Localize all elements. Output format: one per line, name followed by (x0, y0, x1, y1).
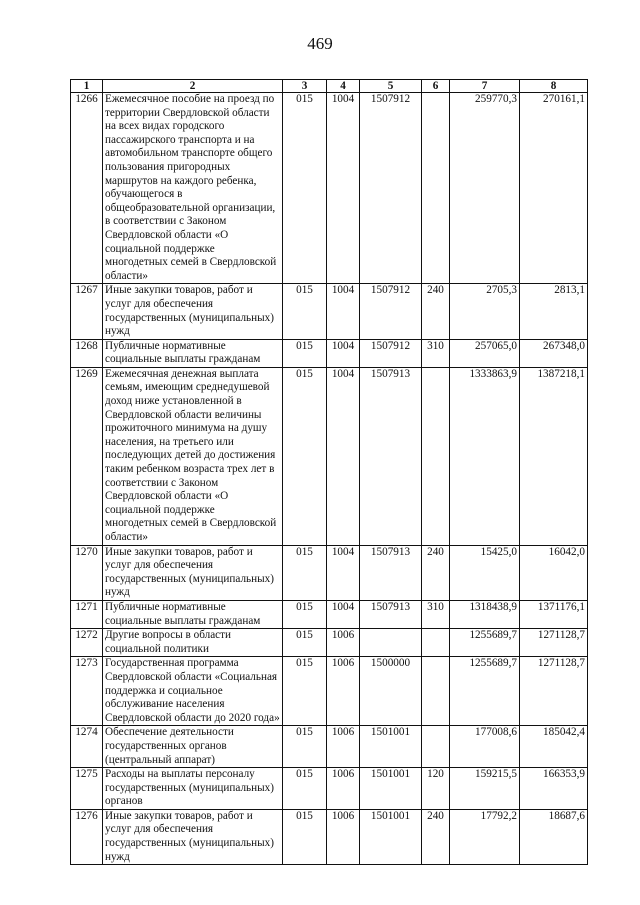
row-section-code: 1004 (327, 367, 360, 545)
table-row (71, 629, 588, 657)
row-target-code: 1501001 (360, 768, 422, 810)
row-admin-code: 015 (283, 93, 327, 284)
row-expense-type: 240 (422, 284, 450, 339)
row-expense-type: 310 (422, 339, 450, 367)
row-admin-code: 015 (283, 657, 327, 726)
row-section-code: 1006 (327, 768, 360, 810)
header-cell: 3 (283, 80, 327, 93)
row-section-code: 1004 (327, 284, 360, 339)
row-description: Государственная программа Свердловской области «Социальная поддержка и социальное обслуживание населения Свердловской области до 2020 года» (103, 657, 283, 726)
row-admin-code: 015 (283, 629, 327, 657)
table-row (71, 545, 588, 600)
table-row (71, 367, 588, 545)
row-target-code: 1507913 (360, 600, 422, 628)
row-section-code: 1006 (327, 809, 360, 864)
header-cell: 6 (422, 80, 450, 93)
page-number: 469 (307, 34, 333, 53)
row-number: 1275 (71, 768, 103, 810)
row-number: 1267 (71, 284, 103, 339)
row-admin-code: 015 (283, 726, 327, 768)
row-number: 1266 (71, 93, 103, 284)
row-amount-col7: 1318438,9 (450, 600, 520, 628)
row-target-code: 1507912 (360, 93, 422, 284)
budget-table (70, 79, 588, 865)
row-expense-type: 240 (422, 809, 450, 864)
row-target-code: 1507912 (360, 339, 422, 367)
row-section-code: 1004 (327, 600, 360, 628)
row-description: Расходы на выплаты персоналу государственных (муниципальных) органов (103, 768, 283, 810)
row-amount-col8: 267348,0 (520, 339, 588, 367)
row-target-code: 1507913 (360, 545, 422, 600)
row-number: 1270 (71, 545, 103, 600)
table-row (71, 768, 588, 810)
row-admin-code: 015 (283, 768, 327, 810)
row-description: Публичные нормативные социальные выплаты гражданам (103, 600, 283, 628)
header-cell: 1 (71, 80, 103, 93)
row-number: 1276 (71, 809, 103, 864)
row-amount-col8: 270161,1 (520, 93, 588, 284)
row-admin-code: 015 (283, 809, 327, 864)
row-admin-code: 015 (283, 545, 327, 600)
row-description: Иные закупки товаров, работ и услуг для обеспечения государственных (муниципальных) нужд (103, 809, 283, 864)
row-amount-col7: 257065,0 (450, 339, 520, 367)
row-target-code: 1507912 (360, 284, 422, 339)
row-number: 1274 (71, 726, 103, 768)
row-section-code: 1004 (327, 339, 360, 367)
row-amount-col8: 1271128,7 (520, 629, 588, 657)
row-number: 1269 (71, 367, 103, 545)
row-amount-col7: 1333863,9 (450, 367, 520, 545)
table-row (71, 284, 588, 339)
row-amount-col8: 16042,0 (520, 545, 588, 600)
table-row (71, 657, 588, 726)
row-admin-code: 015 (283, 367, 327, 545)
row-amount-col8: 166353,9 (520, 768, 588, 810)
row-amount-col7: 15425,0 (450, 545, 520, 600)
row-number: 1271 (71, 600, 103, 628)
row-expense-type (422, 629, 450, 657)
row-amount-col8: 185042,4 (520, 726, 588, 768)
row-admin-code: 015 (283, 600, 327, 628)
row-section-code: 1006 (327, 726, 360, 768)
row-target-code: 1501001 (360, 809, 422, 864)
header-row (71, 80, 588, 93)
row-target-code: 1507913 (360, 367, 422, 545)
table-row (71, 339, 588, 367)
row-amount-col8: 1387218,1 (520, 367, 588, 545)
table-row (71, 726, 588, 768)
row-description: Публичные нормативные социальные выплаты гражданам (103, 339, 283, 367)
row-description: Иные закупки товаров, работ и услуг для обеспечения государственных (муниципальных) нужд (103, 545, 283, 600)
row-admin-code: 015 (283, 284, 327, 339)
row-number: 1268 (71, 339, 103, 367)
row-number: 1273 (71, 657, 103, 726)
row-target-code (360, 629, 422, 657)
row-expense-type (422, 93, 450, 284)
table-row (71, 809, 588, 864)
row-admin-code: 015 (283, 339, 327, 367)
row-description: Иные закупки товаров, работ и услуг для обеспечения государственных (муниципальных) нужд (103, 284, 283, 339)
row-expense-type (422, 367, 450, 545)
row-description: Обеспечение деятельности государственных органов (центральный аппарат) (103, 726, 283, 768)
table-row (71, 93, 588, 284)
row-amount-col7: 2705,3 (450, 284, 520, 339)
row-amount-col8: 1271128,7 (520, 657, 588, 726)
row-amount-col7: 259770,3 (450, 93, 520, 284)
row-target-code: 1500000 (360, 657, 422, 726)
row-section-code: 1006 (327, 657, 360, 726)
row-amount-col7: 1255689,7 (450, 629, 520, 657)
row-expense-type (422, 657, 450, 726)
header-cell: 7 (450, 80, 520, 93)
row-amount-col7: 159215,5 (450, 768, 520, 810)
header-cell: 5 (360, 80, 422, 93)
row-expense-type: 120 (422, 768, 450, 810)
header-cell: 4 (327, 80, 360, 93)
row-amount-col7: 1255689,7 (450, 657, 520, 726)
row-section-code: 1004 (327, 93, 360, 284)
row-description: Другие вопросы в области социальной политики (103, 629, 283, 657)
header-cell: 2 (103, 80, 283, 93)
row-description: Ежемесячная денежная выплата семьям, имеющим среднедушевой доход ниже установленной в Свердловской области величины прожиточного минимума на душу населения, на третьего или последующих детей до достижения таким ребенком возраста трех лет в соответствии с Законом Свердловской области «О социальной поддержке многодетных семей в Свердловской области» (103, 367, 283, 545)
row-expense-type (422, 726, 450, 768)
row-section-code: 1006 (327, 629, 360, 657)
row-number: 1272 (71, 629, 103, 657)
row-amount-col7: 17792,2 (450, 809, 520, 864)
row-expense-type: 240 (422, 545, 450, 600)
row-target-code: 1501001 (360, 726, 422, 768)
table-row (71, 600, 588, 628)
row-amount-col8: 1371176,1 (520, 600, 588, 628)
row-section-code: 1004 (327, 545, 360, 600)
row-expense-type: 310 (422, 600, 450, 628)
row-description: Ежемесячное пособие на проезд по территории Свердловской области на всех видах городского пассажирского транспорта и на автомобильном транспорте общего пользования пригородных маршрутов на каждого ребенка, обучающегося в общеобразовательной организации, в соответствии с Законом Свердловской области «О социальной поддержке многодетных семей в Свердловской области» (103, 93, 283, 284)
row-amount-col8: 2813,1 (520, 284, 588, 339)
row-amount-col7: 177008,6 (450, 726, 520, 768)
row-amount-col8: 18687,6 (520, 809, 588, 864)
header-cell: 8 (520, 80, 588, 93)
